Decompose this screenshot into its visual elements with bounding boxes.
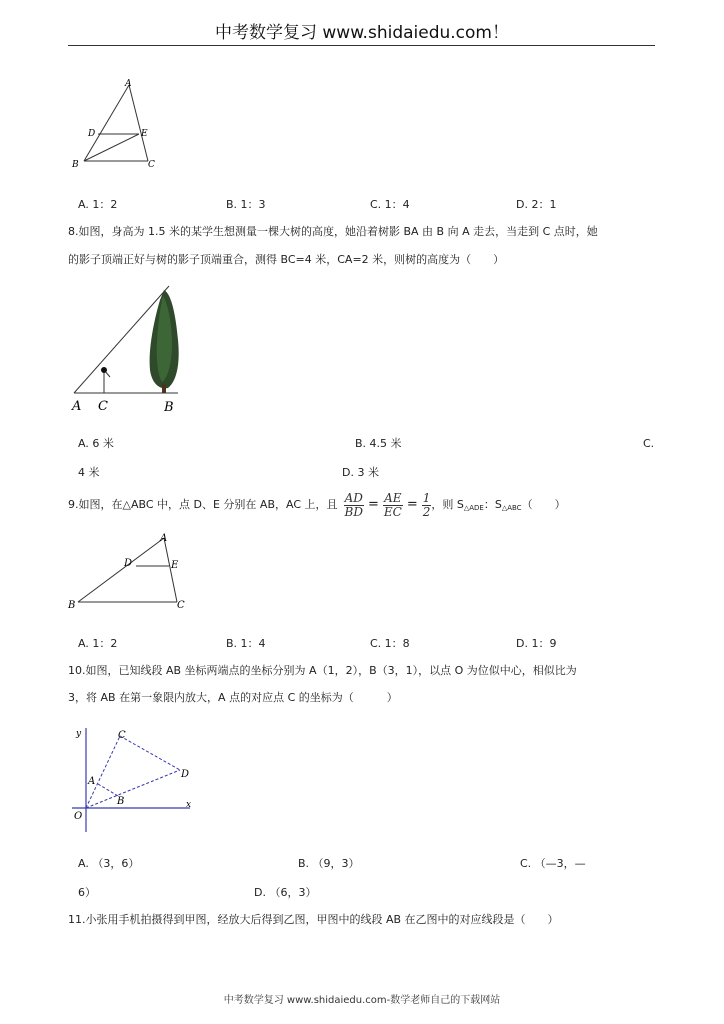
q10-option-a: A. （3，6） [78, 857, 140, 870]
q8-option-c-value: 4 米 [78, 466, 100, 479]
q10-option-c-prefix: C. （—3，— [520, 857, 586, 870]
fraction-denominator: 2 [422, 504, 431, 519]
q10-text-line2: 3，将 AB 在第一象限内放大，A 点的对应点 C 的坐标为（ ） [68, 691, 398, 704]
fraction-one-half [422, 492, 432, 519]
label-C: C [118, 730, 126, 741]
equals-sign: = [406, 497, 418, 512]
label-C: C [177, 600, 185, 611]
q8-text-line1: 8.如图，身高为 1.5 米的某学生想测量一棵大树的高度，她沿着树影 BA 由 B 向 A 走去，当走到 C 点时，她 [68, 225, 598, 238]
q7-option-d: D. 2：1 [516, 198, 557, 211]
q9-option-b: B. 1：4 [226, 637, 266, 650]
fraction-ae-ec [383, 492, 403, 519]
q11-text-line1: 11.小张用手机拍摄得到甲图，经放大后得到乙图，甲图中的线段 AB 在乙图中的对应线段是（ ） [68, 913, 559, 926]
q10-option-b: B. （9，3） [298, 857, 360, 870]
fraction-denominator: BD [344, 504, 363, 519]
label-D: D [124, 558, 133, 569]
figure-triangle-q9 [64, 530, 194, 616]
q9-suffix-b: （ ） [521, 498, 566, 511]
label-B: B [68, 600, 76, 611]
label-C: C [148, 160, 155, 170]
page-header: 中考数学复习 www.shidaiedu.com！ [215, 23, 509, 43]
q7-option-b: B. 1：3 [226, 198, 266, 211]
q10-text-line1: 10.如图，已知线段 AB 坐标两端点的坐标分别为 A（1，2），B（3，1），以点 O 为位似中心，相似比为 [68, 664, 577, 677]
q8-option-a: A. 6 米 [78, 437, 114, 450]
q7-option-a: A. 1：2 [78, 198, 118, 211]
fraction-denominator: EC [383, 504, 402, 519]
label-B: B [164, 400, 174, 415]
equals-sign: = [367, 497, 379, 512]
label-D: D [88, 129, 96, 139]
page-footer: 中考数学复习 www.shidaiedu.com-数学老师自己的下载网站 [223, 995, 501, 1006]
fraction-numerator: AD [344, 490, 363, 505]
label-E: E [141, 129, 148, 139]
q10-option-c-value: 6） [78, 886, 96, 899]
q8-option-c-prefix: C. [643, 437, 655, 450]
q8-option-b: B. 4.5 米 [355, 437, 402, 450]
q9-option-c: C. 1：8 [370, 637, 410, 650]
label-y-axis: y [76, 729, 82, 739]
fraction-numerator: AE [384, 490, 402, 505]
fraction-ad-bd [344, 492, 364, 519]
label-A: A [88, 776, 96, 787]
person-head [101, 367, 107, 373]
subscript-abc: △ABC [501, 504, 522, 512]
subscript-ade: △ADE [463, 504, 484, 512]
figure-tree-shadow-q8 [68, 280, 208, 415]
label-A: A [72, 399, 82, 414]
label-A: A [160, 533, 168, 544]
label-E: E [171, 560, 179, 571]
tree-icon [150, 290, 179, 393]
q8-option-d: D. 3 米 [342, 466, 379, 479]
q9-prefix: 9.如图，在△ABC 中，点 D、E 分别在 AB，AC 上，且 [68, 498, 338, 511]
label-B: B [72, 160, 79, 170]
header-rule [68, 45, 655, 46]
label-B: B [117, 796, 125, 807]
q10-option-d: D. （6，3） [254, 886, 317, 899]
q7-option-c: C. 1：4 [370, 198, 410, 211]
figure-triangle-q7 [62, 74, 172, 174]
q9-colon: ：S [483, 498, 502, 511]
fraction-numerator: 1 [422, 490, 431, 505]
q9-option-a: A. 1：2 [78, 637, 118, 650]
q9-option-d: D. 1：9 [516, 637, 557, 650]
label-D: D [181, 769, 190, 780]
label-A: A [125, 79, 132, 89]
figure-coordinate-q10 [68, 722, 198, 837]
q9-suffix-a: ，则 S [431, 498, 464, 511]
label-O: O [74, 811, 83, 822]
label-x-axis: x [186, 800, 192, 810]
label-C: C [98, 399, 108, 414]
q8-text-line2: 的影子顶端正好与树的影子顶端重合，测得 BC=4 米，CA=2 米，则树的高度为（ ） [68, 253, 505, 266]
q9-question [68, 487, 566, 523]
